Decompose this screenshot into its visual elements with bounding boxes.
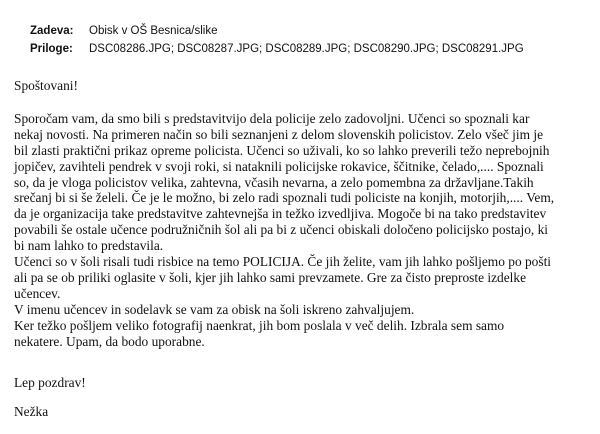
- body-line: bi nam lahko to predstavila.: [14, 238, 164, 254]
- email-header: [30, 22, 524, 58]
- body-line: nekatere. Upam, da bodo uporabne.: [14, 333, 205, 349]
- body-line: ali pa se ob priliki oglasite v šoli, kjer jih lahko sami prevzamete. Gre za čisto preproste izdelke: [14, 269, 527, 285]
- body-line: so, da je vloga policistov velika, zahtevna, včasih nevarna, a zelo pomembna za državljane.Takih: [14, 174, 534, 190]
- subject-value: Obisk v OŠ Besnica/slike: [89, 25, 218, 37]
- subject-row: [30, 22, 524, 40]
- attachments-list[interactable]: DSC08286.JPG; DSC08287.JPG; DSC08289.JPG; DSC08290.JPG; DSC08291.JPG: [89, 43, 524, 55]
- subject-label: Zadeva:: [30, 25, 74, 37]
- closing: Lep pozdrav!: [14, 375, 86, 390]
- body-line: V imenu učencev in sodelavk se vam za obisk na šoli iskreno zahvaljujem.: [14, 301, 415, 317]
- body-line: bil zlasti praktični prikaz opreme policista. Učenci so uživali, ko so lahko preverili težo neprebojnih: [14, 142, 550, 158]
- attachments-row: [30, 40, 524, 58]
- body-line: Učenci so v šoli risali tudi risbice na temo POLICIJA. Če jih želite, vam jih lahko pošljemo po pošti: [14, 254, 552, 270]
- body-line: povabili še ostale učence podružničnih šol ali pa bi z učenci obiskali določeno policijsko postajo, ki: [14, 222, 549, 238]
- email-body: [14, 78, 594, 350]
- body-line: Ker težko pošljem veliko fotografij naenkrat, jih bom poslala v več delih. Izbrala sem samo: [14, 317, 505, 333]
- body-line: Sporočam vam, da smo bili s predstavitvijo dela policije zelo zadovoljni. Učenci so spoznali kar: [14, 110, 530, 126]
- body-line: učencev.: [14, 285, 61, 301]
- greeting: Spoštovani!: [14, 78, 78, 93]
- body-line: da je organizacija take predstavitve zahtevnejša in težko izvedljiva. Mogoče bi na tako predstavitev: [14, 206, 547, 222]
- signature: Nežka: [14, 404, 49, 419]
- attachments-label: Priloge:: [30, 43, 73, 55]
- body-line: nekaj novosti. Na primeren način so bili seznanjeni z delom slovenskih policistov. Zelo všeč jim je: [14, 126, 544, 142]
- body-line: jopičev, zavihteli pendrek v svoji roki, si nataknili policijske rokavice, ščitnike, čelado,.... Spoznali: [14, 158, 544, 174]
- body-line: srečanj bi si še želeli. Če je le možno, bi zelo radi spoznali tudi policiste na konjih, motorjih,.... Vem,: [14, 190, 555, 206]
